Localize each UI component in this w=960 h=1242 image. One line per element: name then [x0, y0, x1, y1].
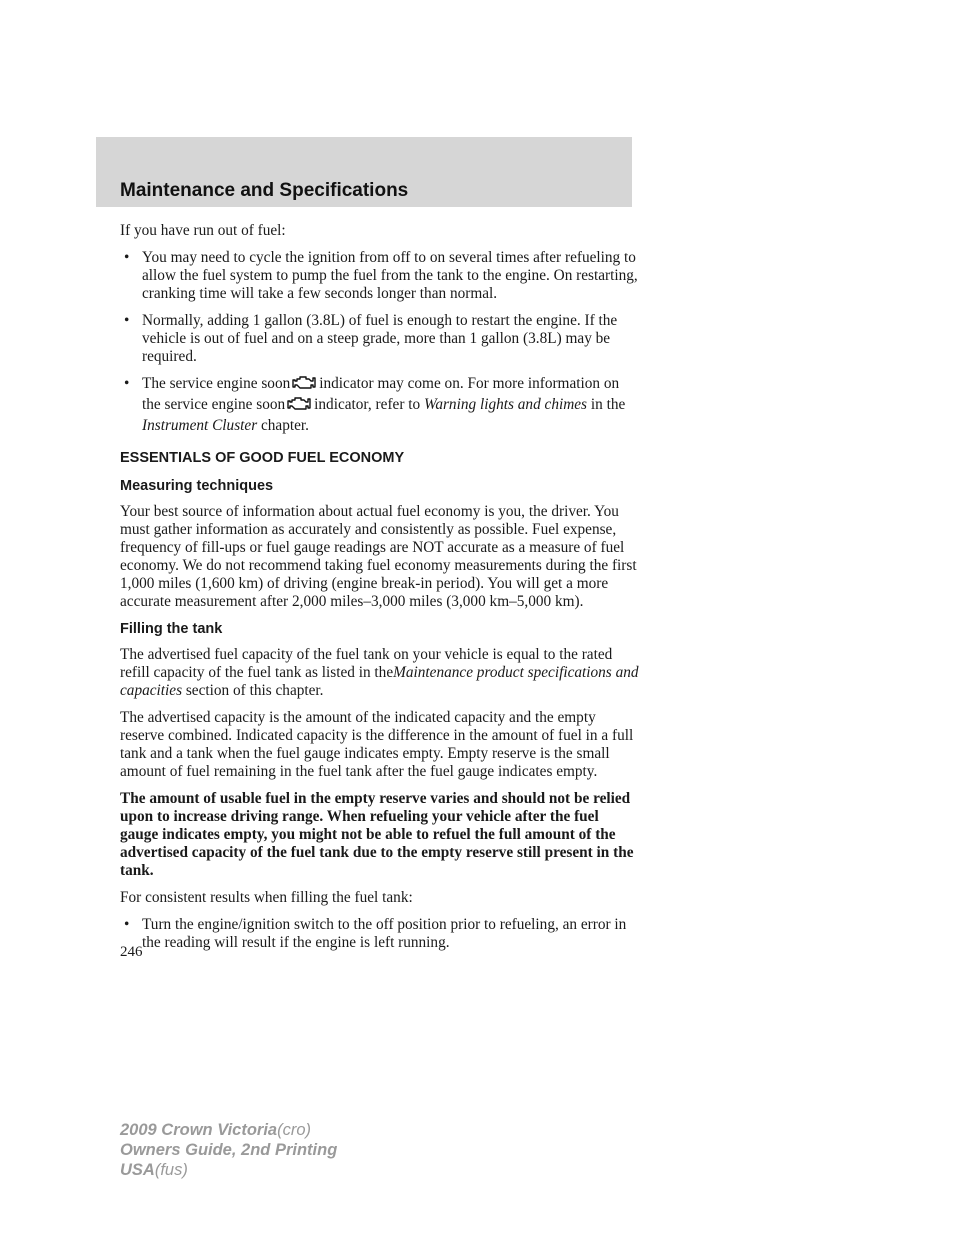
subheading-filling: Filling the tank: [120, 621, 223, 637]
list-item: • Normally, adding 1 gallon (3.8L) of fuel is enough to restart the engine. If the vehicle is out of fuel and on a steep grade, more than 1 gallon (3.8L) may be required.: [124, 312, 618, 365]
bullet-icon: •: [124, 375, 130, 392]
list-item: • The service engine soon indicator may come on. For more information on the service engine soon indicator, refer to Warning lights and chimes in the Instrument Cluster chapter.: [124, 375, 626, 434]
reference-warning-lights: Warning lights and chimes: [423, 396, 588, 413]
filling-paragraph-2: The advertised capacity is the amount of the indicated capacity and the empty reserve combined. Indicated capacity is the difference in the amount of fuel in a full tank and a tank when the fuel gauge indicates empty. Empty reserve is the small amount of fuel remaining in the fuel tank after the fuel gauge indicates empty.: [120, 709, 634, 780]
reference-instrument-cluster: Instrument Cluster: [142, 417, 258, 434]
bullet-icon: •: [124, 249, 130, 266]
subheading-measuring: Measuring techniques: [120, 478, 274, 494]
warning-text: The amount of usable fuel in the empty reserve varies and should not be relied upon to increase driving range. When refueling your vehicle after the fuel gauge indicates empty, you might not be able to refuel the full amount of the advertised capacity of the fuel tank due to the empty reserve still present in the tank.: [120, 790, 634, 879]
main-content: [120, 222, 640, 961]
page-number: 246: [120, 944, 143, 960]
measuring-text: Your best source of information about actual fuel economy is you, the driver. You must gather information as accurately and consistently as possible. Fuel expense, frequency of fill-ups or fuel gauge readings are NOT accurate as a measure of fuel economy. We do not recommend taking fuel economy measurements during the first 1,000 miles (1,600 km) of driving (engine break-in period). You will get a more accurate measurement after 2,000 miles–3,000 miles (3,000 km–5,000 km).: [120, 503, 637, 610]
filling-paragraph-3: For consistent results when filling the fuel tank:: [120, 889, 413, 906]
check-engine-icon: [287, 396, 311, 417]
page-title: Maintenance and Specifications: [120, 180, 409, 201]
check-engine-icon: [292, 375, 316, 396]
section-heading: ESSENTIALS OF GOOD FUEL ECONOMY: [120, 450, 405, 466]
bullet-icon: •: [124, 312, 130, 329]
reference-maintenance-specs: Maintenance product specifications and capacities: [120, 664, 639, 699]
bullet-icon: •: [124, 916, 130, 933]
filling-paragraph-1: The advertised fuel capacity of the fuel tank on your vehicle is equal to the rated refill capacity of the fuel tank as listed in theMaintenance product specifications and capacities section of this chapter.: [120, 646, 639, 699]
list-item: • Turn the engine/ignition switch to the off position prior to refueling, an error in the reading will result if the engine is left running.: [124, 916, 627, 951]
list-item: • You may need to cycle the ignition from off to on several times after refueling to allow the fuel system to pump the fuel from the tank to the engine. On restarting, cranking time will take a few seconds longer than normal.: [124, 249, 638, 302]
footer: 2009 Crown Victoria(cro) Owners Guide, 2nd Printing USA(fus): [120, 1121, 338, 1179]
intro-text: If you have run out of fuel:: [120, 222, 286, 239]
